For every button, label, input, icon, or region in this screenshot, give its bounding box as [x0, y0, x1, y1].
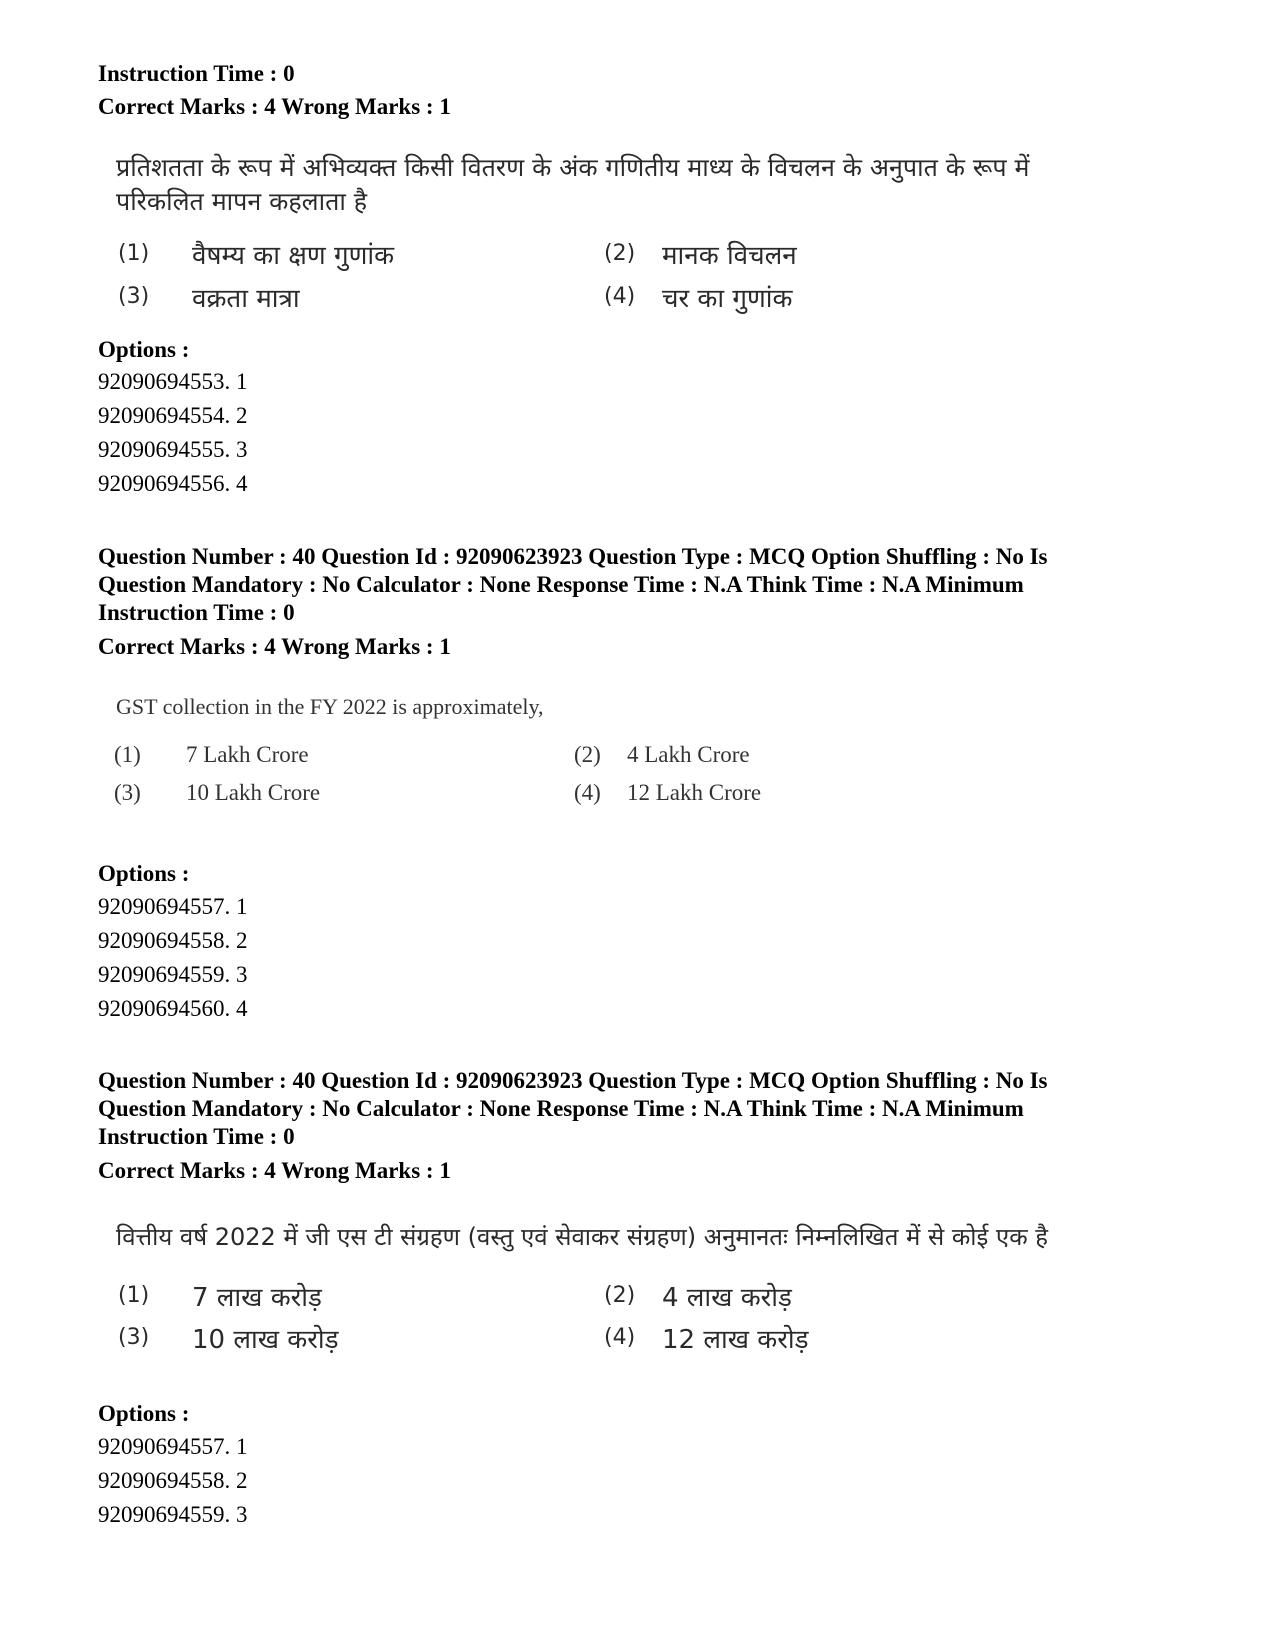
- instruction-time: Instruction Time : 0: [98, 61, 295, 86]
- choice-text: 7 लाख करोड़: [192, 1283, 322, 1313]
- choice-text: 12 लाख करोड़: [662, 1325, 809, 1355]
- choice-text: मानक विचलन: [662, 241, 797, 271]
- question-text: वित्तीय वर्ष 2022 में जी एस टी संग्रहण (वस्तु एवं सेवाकर संग्रहण) अनुमानतः निम्नलिखित में से कोई एक है: [116, 1223, 1049, 1251]
- option-item: 92090694559. 3: [98, 962, 248, 987]
- option-item: 92090694555. 3: [98, 437, 248, 462]
- choice-number: (2): [604, 241, 636, 266]
- question-text-line: परिकलित मापन कहलाता है: [116, 187, 368, 216]
- question-header: Question Mandatory : No Calculator : None Response Time : N.A Think Time : N.A Minimum: [98, 1096, 1024, 1121]
- question-text: GST collection in the FY 2022 is approximately,: [116, 694, 544, 719]
- choice-number: (1): [118, 1283, 150, 1308]
- choice-text: 12 Lakh Crore: [627, 780, 762, 805]
- choice-text: 10 लाख करोड़: [192, 1325, 339, 1355]
- option-item: 92090694553. 1: [98, 369, 248, 394]
- option-item: 92090694558. 2: [98, 1468, 248, 1493]
- choice-number: (2): [604, 1283, 636, 1308]
- choice-number: (2): [574, 742, 601, 767]
- marks-line: Correct Marks : 4 Wrong Marks : 1: [98, 634, 451, 659]
- marks-line: Correct Marks : 4 Wrong Marks : 1: [98, 1158, 451, 1183]
- options-label: Options :: [98, 337, 190, 362]
- choice-text: 4 Lakh Crore: [627, 742, 750, 767]
- options-label: Options :: [98, 1401, 190, 1426]
- choice-text: 10 Lakh Crore: [186, 780, 321, 805]
- option-item: 92090694557. 1: [98, 894, 248, 919]
- choice-number: (3): [114, 780, 141, 805]
- question-header: Question Mandatory : No Calculator : None Response Time : N.A Think Time : N.A Minimum: [98, 572, 1024, 597]
- choice-text: चर का गुणांक: [662, 284, 793, 314]
- question-header: Question Number : 40 Question Id : 92090623923 Question Type : MCQ Option Shuffling : No Is: [98, 1068, 1048, 1093]
- choice-number: (4): [574, 780, 601, 805]
- option-item: 92090694560. 4: [98, 996, 248, 1021]
- option-item: 92090694556. 4: [98, 471, 248, 496]
- choice-text: वैषम्य का क्षण गुणांक: [192, 241, 395, 271]
- choice-text: 4 लाख करोड़: [662, 1283, 792, 1313]
- choice-number: (3): [118, 1325, 150, 1350]
- choice-number: (3): [118, 284, 150, 309]
- choice-text: वक्रता मात्रा: [192, 284, 300, 314]
- instruction-time: Instruction Time : 0: [98, 600, 295, 625]
- question-text-line: प्रतिशतता के रूप में अभिव्यक्त किसी वितरण के अंक गणितीय माध्य के विचलन के अनुपात के रूप में: [116, 153, 1030, 182]
- options-label: Options :: [98, 861, 190, 886]
- option-item: 92090694559. 3: [98, 1502, 248, 1527]
- option-item: 92090694557. 1: [98, 1434, 248, 1459]
- option-item: 92090694554. 2: [98, 403, 248, 428]
- choice-number: (4): [604, 1325, 636, 1350]
- choice-number: (4): [604, 284, 636, 309]
- choice-number: (1): [118, 241, 150, 266]
- choice-text: 7 Lakh Crore: [186, 742, 309, 767]
- marks-line: Correct Marks : 4 Wrong Marks : 1: [98, 94, 451, 119]
- instruction-time: Instruction Time : 0: [98, 1124, 295, 1149]
- choice-number: (1): [114, 742, 141, 767]
- question-header: Question Number : 40 Question Id : 92090623923 Question Type : MCQ Option Shuffling : No Is: [98, 544, 1048, 569]
- option-item: 92090694558. 2: [98, 928, 248, 953]
